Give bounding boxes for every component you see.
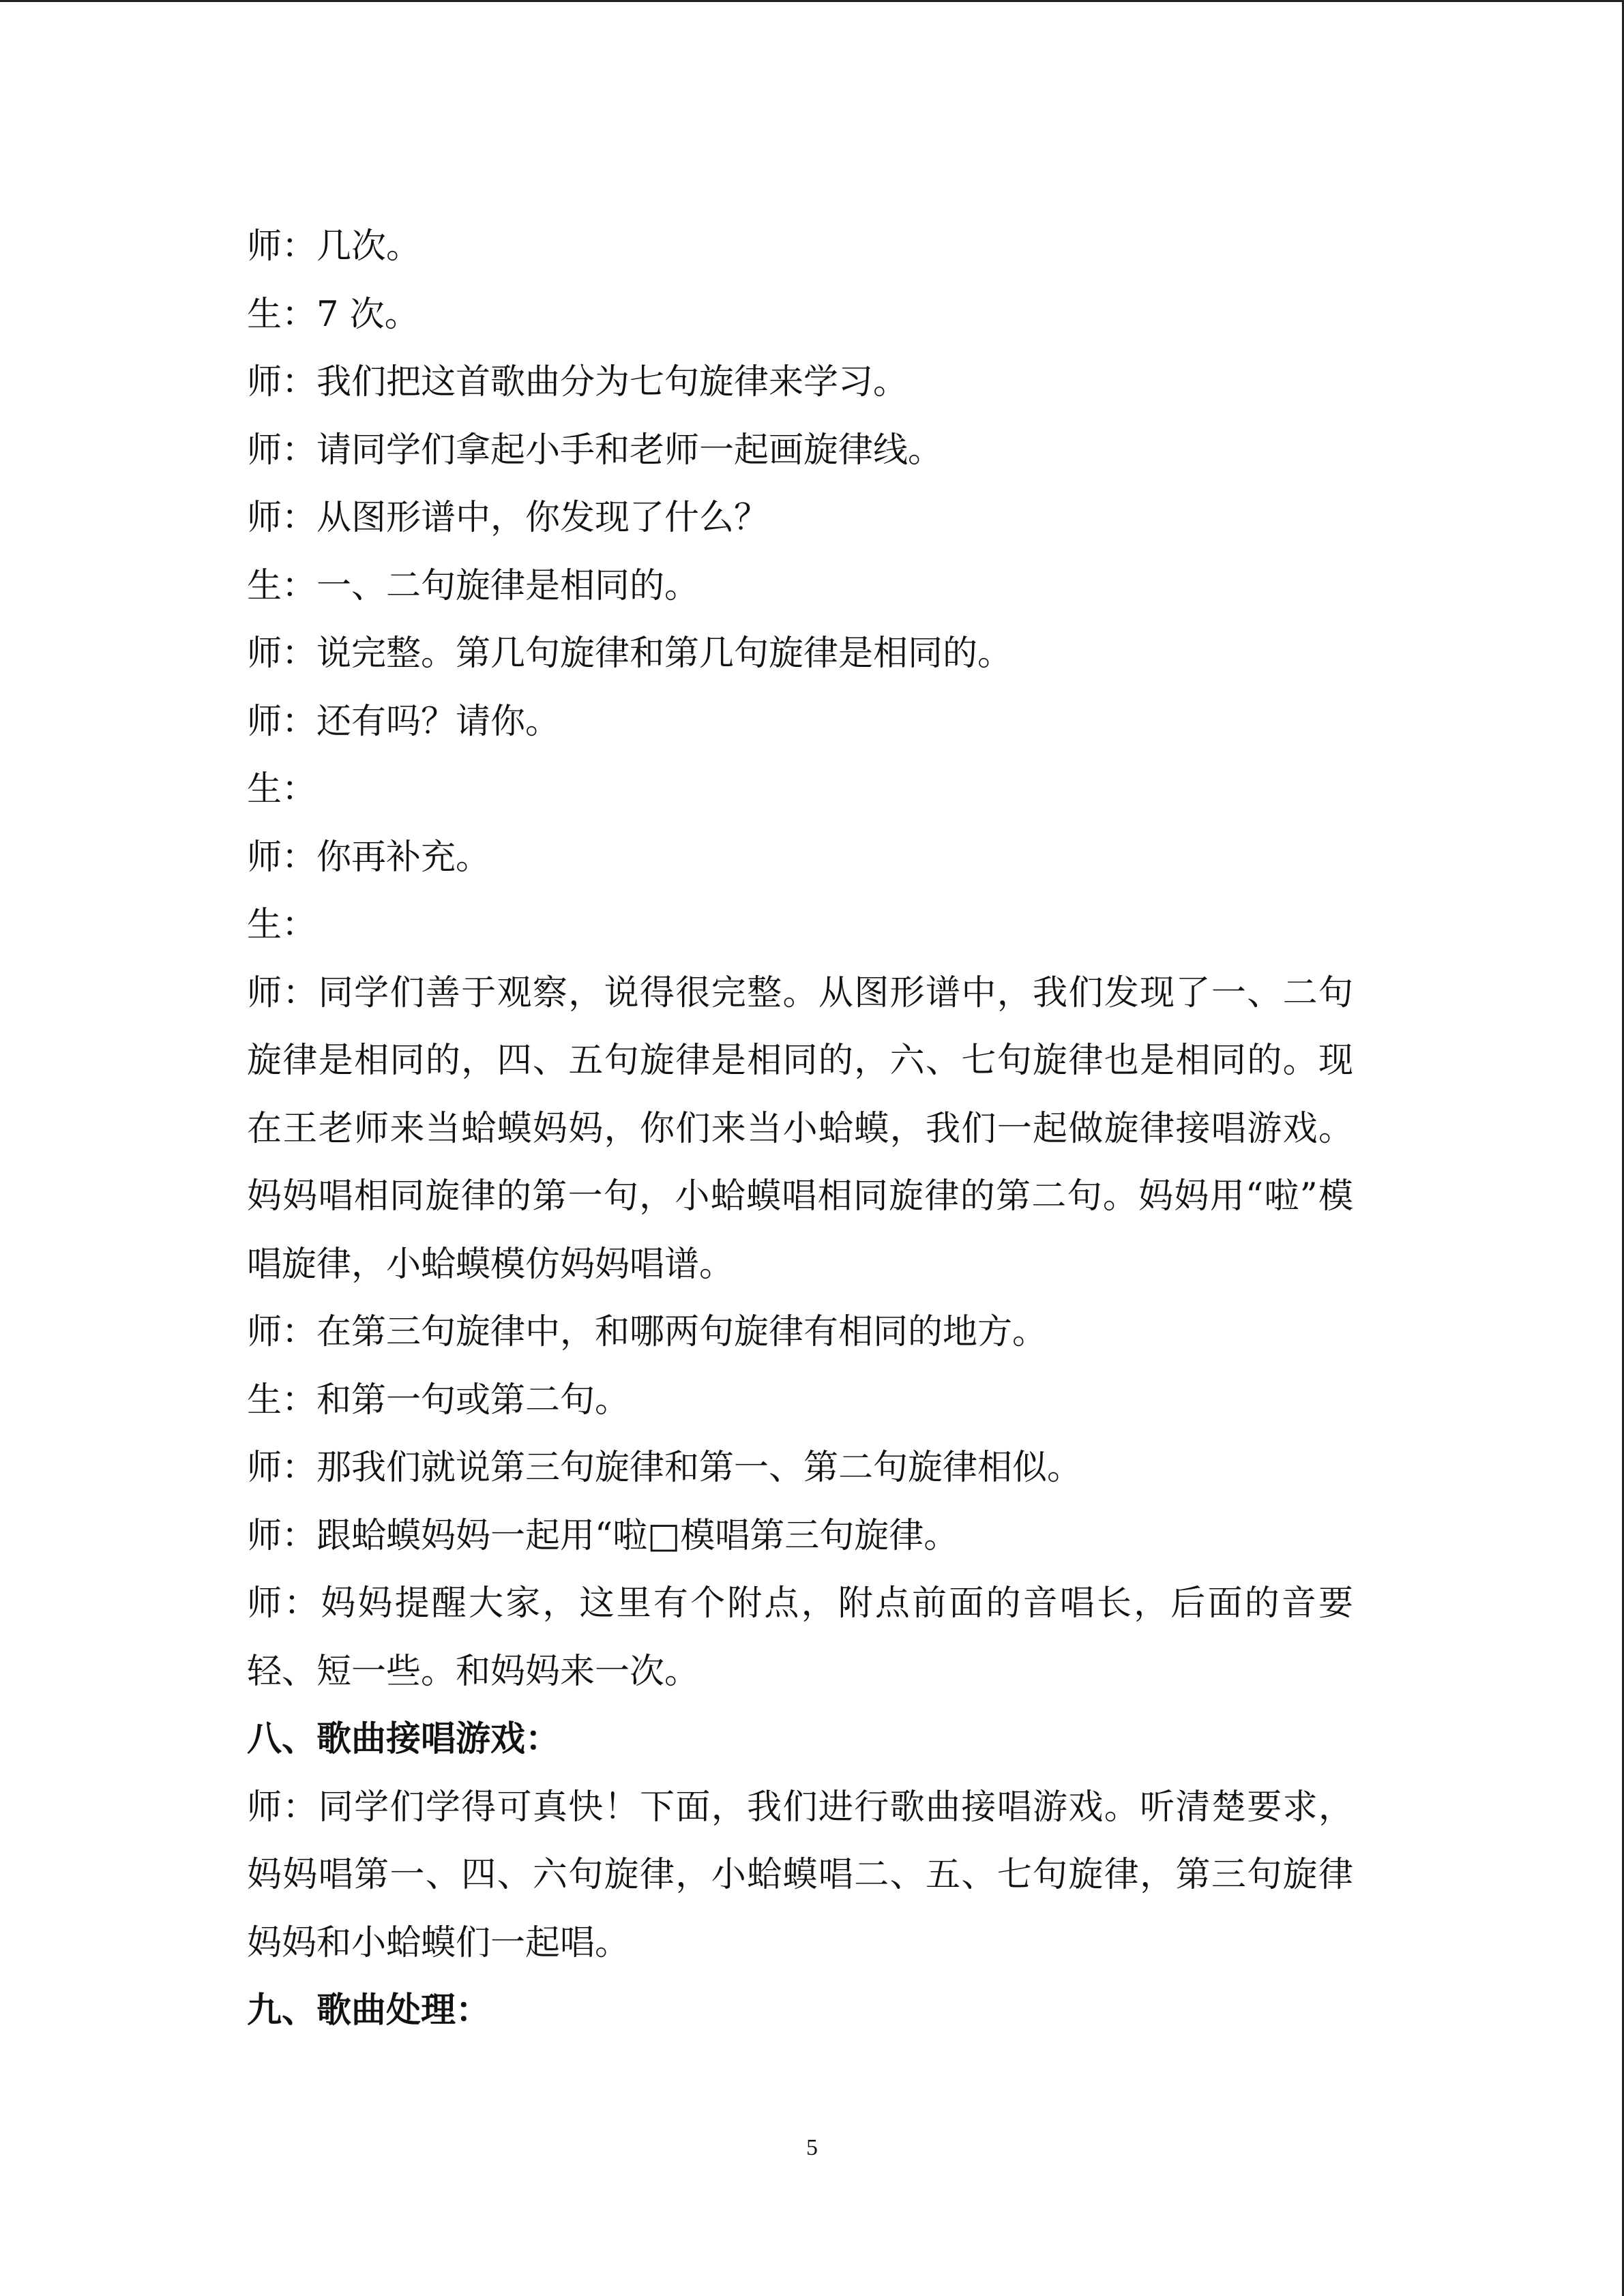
dialogue-paragraph: 师：同学们学得可真快！下面，我们进行歌曲接唱游戏。听清楚要求，妈妈唱第一、四、六句旋律，小蛤蟆唱二、五、七句旋律，第三句旋律妈妈和小蛤蟆们一起唱。 (247, 1787, 1353, 1963)
dialogue-line: 生： (247, 905, 317, 945)
document-body (247, 213, 1353, 2045)
dialogue-line: 师：几次。 (247, 226, 422, 267)
dialogue-line: 师：那我们就说第三句旋律和第一、第二句旋律相似。 (247, 1448, 1082, 1488)
dialogue-paragraph: 师：妈妈提醒大家，这里有个附点，附点前面的音唱长，后面的音要轻、短一些。和妈妈来一次。 (247, 1583, 1353, 1692)
section-heading: 八、歌曲接唱游戏： (247, 1718, 561, 1759)
page-number: 5 (806, 2135, 818, 2160)
dialogue-line: 生： (247, 769, 317, 809)
dialogue-line: 师：在第三句旋律中，和哪两句旋律有相同的地方。 (247, 1312, 1048, 1352)
dialogue-line: 师：还有吗？请你。 (247, 701, 561, 742)
dialogue-line: 师：你再补充。 (247, 837, 491, 878)
dialogue-line: 师：从图形谱中，你发现了什么？ (247, 498, 769, 538)
dialogue-line: 师：我们把这首歌曲分为七句旋律来学习。 (247, 362, 909, 402)
dialogue-line: 师：请同学们拿起小手和老师一起画旋律线。 (247, 430, 943, 471)
dialogue-paragraph: 师：同学们善于观察，说得很完整。从图形谱中，我们发现了一、二句旋律是相同的，四、五句旋律是相同的，六、七句旋律也是相同的。现在王老师来当蛤蟆妈妈，你们来当小蛤蟆，我们一起做旋律接唱游戏。妈妈唱相同旋律的第一句，小蛤蟆唱相同旋律的第二句。妈妈用“啦”模唱旋律，小蛤蟆模仿妈妈唱谱。 (247, 972, 1353, 1285)
dialogue-line: 生：和第一句或第二句。 (247, 1380, 630, 1420)
page-border-top (0, 0, 1624, 2)
dialogue-line: 生：7 次。 (247, 294, 419, 335)
section-heading: 九、歌曲处理： (247, 1990, 491, 2031)
dialogue-line: 生：一、二句旋律是相同的。 (247, 565, 700, 606)
dialogue-line: 师：跟蛤蟆妈妈一起用“啦□模唱第三句旋律。 (247, 1515, 959, 1556)
dialogue-line: 师：说完整。第几句旋律和第几句旋律是相同的。 (247, 633, 1013, 674)
